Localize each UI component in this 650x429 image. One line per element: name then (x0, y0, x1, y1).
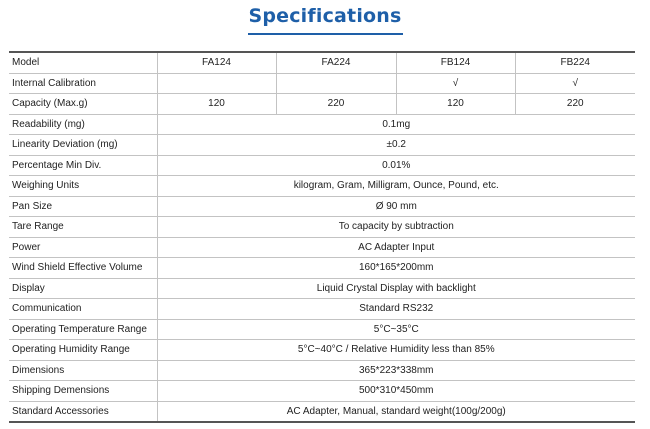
value-cell: Liquid Crystal Display with backlight (157, 278, 635, 299)
value-cell: 500*310*450mm (157, 381, 635, 402)
value-cell: kilogram, Gram, Milligram, Ounce, Pound, etc. (157, 176, 635, 197)
table-row (9, 381, 635, 402)
table-row (9, 176, 635, 197)
row-label: Standard Accessories (9, 401, 157, 422)
row-label: Readability (mg) (9, 114, 157, 135)
row-label: Linearity Deviation (mg) (9, 135, 157, 156)
table-row (9, 360, 635, 381)
row-label: Dimensions (9, 360, 157, 381)
value-cell (157, 73, 276, 94)
value-cell: 5°C~35°C (157, 319, 635, 340)
row-label: Capacity (Max.g) (9, 94, 157, 115)
table-row (9, 319, 635, 340)
table-row-internal-calibration (9, 73, 635, 94)
table-row (9, 258, 635, 279)
title-area (0, 0, 650, 40)
table-row-capacity (9, 94, 635, 115)
row-label: Shipping Demensions (9, 381, 157, 402)
value-cell: Ø 90 mm (157, 196, 635, 217)
value-cell: 0.01% (157, 155, 635, 176)
value-cell: 220 (276, 94, 396, 115)
table-row (9, 237, 635, 258)
table-row (9, 217, 635, 238)
row-label: Tare Range (9, 217, 157, 238)
page-title: Specifications (248, 5, 402, 27)
table-row (9, 135, 635, 156)
table-row (9, 401, 635, 422)
table-row (9, 196, 635, 217)
value-cell: 5°C~40°C / Relative Humidity less than 85% (157, 340, 635, 361)
value-cell: 220 (515, 94, 635, 115)
value-cell: 120 (396, 94, 515, 115)
value-cell (276, 73, 396, 94)
model-cell: FB224 (515, 52, 635, 73)
row-label: Percentage Min Div. (9, 155, 157, 176)
row-label: Display (9, 278, 157, 299)
value-cell: AC Adapter Input (157, 237, 635, 258)
row-label: Operating Humidity Range (9, 340, 157, 361)
row-label: Weighing Units (9, 176, 157, 197)
check-cell: √ (396, 73, 515, 94)
row-label: Model (9, 52, 157, 73)
row-label: Wind Shield Effective Volume (9, 258, 157, 279)
value-cell: To capacity by subtraction (157, 217, 635, 238)
table-row (9, 299, 635, 320)
table-row-model (9, 52, 635, 73)
value-cell: 365*223*338mm (157, 360, 635, 381)
row-label: Pan Size (9, 196, 157, 217)
model-cell: FB124 (396, 52, 515, 73)
model-cell: FA224 (276, 52, 396, 73)
check-cell: √ (515, 73, 635, 94)
table-row (9, 340, 635, 361)
table-row (9, 155, 635, 176)
row-label: Operating Temperature Range (9, 319, 157, 340)
model-cell: FA124 (157, 52, 276, 73)
value-cell: 120 (157, 94, 276, 115)
table-row (9, 278, 635, 299)
row-label: Power (9, 237, 157, 258)
row-label: Internal Calibration (9, 73, 157, 94)
row-label: Communication (9, 299, 157, 320)
value-cell: 160*165*200mm (157, 258, 635, 279)
specifications-table (9, 51, 635, 423)
value-cell: ±0.2 (157, 135, 635, 156)
title-underline (248, 33, 403, 35)
value-cell: 0.1mg (157, 114, 635, 135)
table-row (9, 114, 635, 135)
value-cell: Standard RS232 (157, 299, 635, 320)
value-cell: AC Adapter, Manual, standard weight(100g/200g) (157, 401, 635, 422)
